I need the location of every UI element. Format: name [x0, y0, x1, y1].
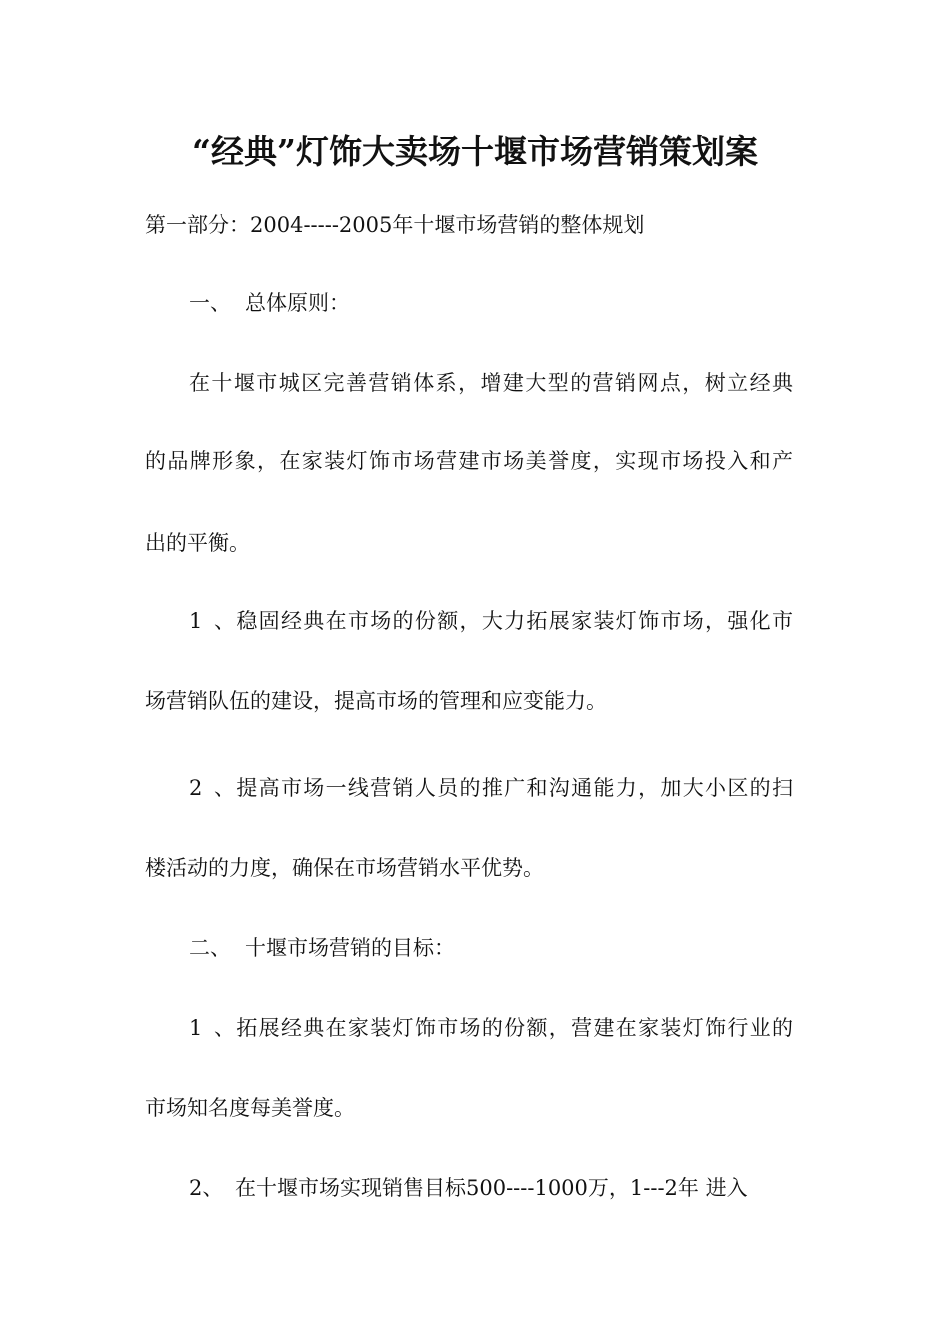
section-marker: 二、 — [189, 936, 231, 960]
paragraph-line: 出的平衡。 — [145, 531, 250, 555]
paragraph-line: 的品牌形象，在家装灯饰市场营建市场美誉度，实现市场投入和产 — [145, 449, 793, 473]
section-heading-goals — [189, 933, 849, 963]
list-item-line: 场营销队伍的建设，提高市场的管理和应变能力。 — [145, 689, 607, 713]
section-marker: 一、 — [189, 291, 231, 315]
list-marker: 1、 — [189, 609, 235, 633]
list-item-line: 楼活动的力度，确保在市场营销水平优势。 — [145, 856, 544, 880]
list-item-line — [189, 1013, 793, 1043]
list-item-line — [189, 1173, 849, 1203]
list-item-text: 拓展经典在家装灯饰市场的份额，营建在家装灯饰行业的 — [235, 1016, 793, 1040]
document-title: “经典”灯饰大卖场十堰市场营销策划案 — [192, 132, 758, 171]
list-item-line — [189, 606, 793, 636]
list-item-text: 在十堰市场实现销售目标500----1000万，1---2年 进入 — [235, 1176, 748, 1200]
list-marker: 2、 — [189, 776, 235, 800]
list-item-line: 市场知名度每美誉度。 — [145, 1096, 355, 1120]
list-item-text: 稳固经典在市场的份额，大力拓展家装灯饰市场，强化市 — [235, 609, 793, 633]
paragraph-line: 在十堰市城区完善营销体系，增建大型的营销网点，树立经典 — [189, 371, 793, 395]
list-marker: 2、 — [189, 1176, 224, 1200]
list-marker: 1、 — [189, 1016, 235, 1040]
section-heading-text: 总体原则： — [245, 291, 350, 315]
list-item-text: 提高市场一线营销人员的推广和沟通能力，加大小区的扫 — [235, 776, 793, 800]
section-heading-text: 十堰市场营销的目标： — [245, 936, 455, 960]
part-heading: 第一部分：2004-----2005年十堰市场营销的整体规划 — [145, 213, 645, 237]
section-heading-principles — [189, 288, 849, 318]
list-item-line — [189, 773, 793, 803]
